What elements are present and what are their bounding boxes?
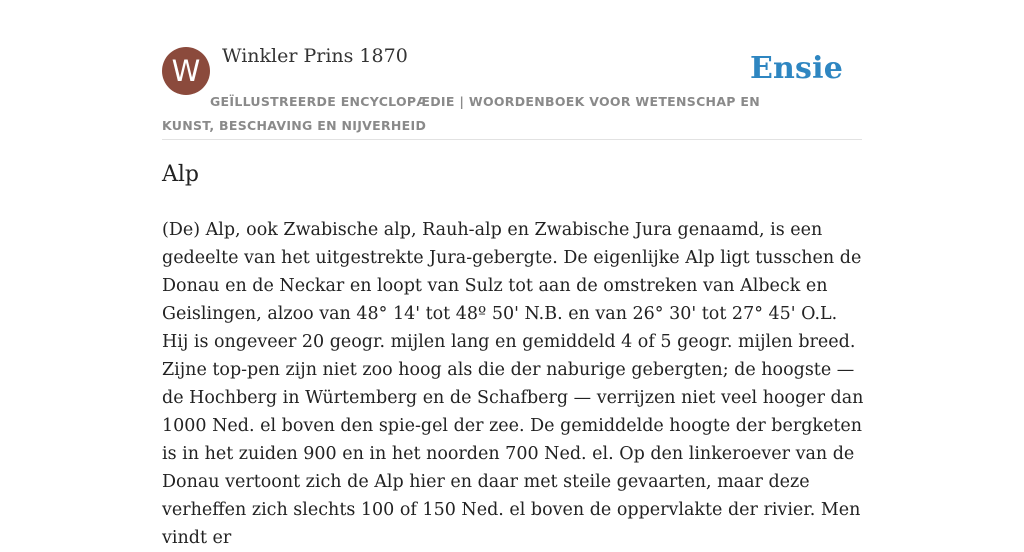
source-avatar[interactable]: W	[162, 47, 210, 95]
source-title-link[interactable]: Winkler Prins 1870	[222, 45, 408, 67]
article-title: Alp	[162, 162, 200, 187]
article-body: (De) Alp, ook Zwabische alp, Rauh-alp en Zwabische Jura genaamd, is een gedeelte van het uitgestrekte Jura-gebergte. De eigenlijke Alp ligt tusschen de Donau en de Neckar en loopt van Sulz tot aan de omstreken van Albeck en Geislingen, alzoo van 48° 14' tot 48º 50' N.B. en van 26° 30' tot 27° 45' O.L. Hij is ongeveer 20 geogr. mijlen lang en gemiddeld 4 of 5 geogr. mijlen breed. Zijne top-pen zijn niet zoo hoog als die der naburige gebergten; de hoogste — de Hochberg in Würtemberg en de Schafberg — verrijzen niet veel hooger dan 1000 Ned. el boven den spie-gel der zee. De gemiddelde hoogte der bergketen is in het zuiden 900 en in het noorden 700 Ned. el. Op den linkeroever van de Donau vertoont zich de Alp hier en daar met steile gevaarten, maar deze verheffen zich slechts 100 of 150 Ned. el boven de oppervlakte der rivier. Men vindt er	[162, 220, 864, 548]
source-subtitle: GEÏLLUSTREERDE ENCYCLOPÆDIE | WOORDENBOEK VOOR WETENSCHAP EN KUNST, BESCHAVING EN NIJVERHEID	[162, 94, 760, 133]
entry-header	[162, 44, 862, 140]
ensie-logo[interactable]: Ensie	[749, 51, 843, 86]
